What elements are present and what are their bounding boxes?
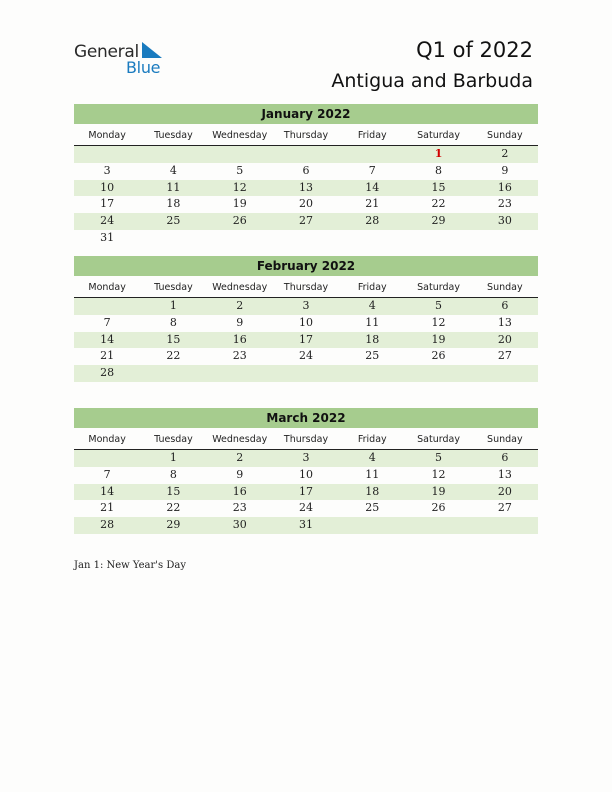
- day-cell: 3: [103, 163, 111, 177]
- week-row: [74, 298, 538, 315]
- day-cell: [207, 365, 273, 382]
- day-cell: 18: [166, 197, 181, 211]
- weekday-label: Thursday: [283, 282, 329, 293]
- day-cell: [472, 517, 538, 534]
- month-header: January 2022: [74, 104, 538, 124]
- day-cell: 15: [166, 484, 181, 498]
- day-cell: [405, 517, 471, 534]
- day-cell: 22: [166, 501, 181, 515]
- day-cell: 28: [100, 366, 115, 380]
- day-cell: 14: [100, 484, 115, 498]
- day-cell: 24: [298, 349, 313, 363]
- day-cell: [207, 146, 273, 163]
- day-cell: [140, 365, 206, 382]
- page-title: Q1 of 2022: [416, 38, 533, 62]
- day-cell: 26: [431, 501, 446, 515]
- day-cell: [207, 230, 273, 247]
- weekday-label: Monday: [88, 282, 126, 293]
- weekday-label: Saturday: [417, 130, 460, 141]
- day-cell: 17: [298, 332, 313, 346]
- day-cell: 19: [232, 197, 247, 211]
- day-cell: 16: [232, 484, 247, 498]
- week-row: [74, 450, 538, 467]
- day-cell: 13: [497, 467, 512, 481]
- day-cell: 2: [501, 147, 509, 160]
- day-cell: 18: [365, 484, 380, 498]
- month-calendar-march: [74, 408, 538, 534]
- week-row: [74, 163, 538, 180]
- day-cell: 9: [236, 467, 244, 481]
- day-cell: [140, 230, 206, 247]
- day-cell: 31: [100, 230, 115, 244]
- weekday-header-row: [74, 281, 538, 298]
- day-cell: [339, 146, 405, 163]
- day-cell: 24: [298, 501, 313, 515]
- day-cell: 27: [298, 214, 313, 228]
- month-calendar-february: [74, 256, 538, 382]
- weekday-label: Thursday: [283, 434, 329, 445]
- day-cell: 1: [169, 299, 177, 312]
- day-cell: 5: [435, 299, 443, 312]
- day-cell: 10: [298, 315, 313, 329]
- day-cell: 15: [431, 180, 446, 194]
- weekday-label: Friday: [357, 434, 387, 445]
- week-row: [74, 230, 538, 247]
- day-cell: 21: [100, 501, 115, 515]
- day-cell: 2: [236, 299, 244, 312]
- day-cell: 10: [298, 467, 313, 481]
- day-cell: 3: [302, 451, 310, 464]
- day-cell: 4: [368, 451, 376, 464]
- logo-blue-text: Blue: [126, 58, 161, 77]
- week-row: [74, 146, 538, 163]
- day-cell: 6: [501, 299, 509, 312]
- day-cell: 28: [365, 214, 380, 228]
- day-cell: 16: [232, 332, 247, 346]
- week-row: [74, 180, 538, 197]
- logo-general-text: General: [74, 42, 139, 62]
- day-cell: 8: [435, 163, 443, 177]
- day-cell: 24: [100, 214, 115, 228]
- week-row: [74, 196, 538, 213]
- day-cell: 7: [103, 315, 111, 329]
- day-cell: 13: [497, 315, 512, 329]
- day-cell: 7: [103, 467, 111, 481]
- week-row: [74, 484, 538, 501]
- day-cell: 29: [431, 214, 446, 228]
- day-cell: 26: [232, 214, 247, 228]
- weekday-label: Tuesday: [154, 130, 193, 141]
- day-cell: 23: [232, 349, 247, 363]
- page-subtitle: Antigua and Barbuda: [331, 70, 533, 92]
- logo-triangle-icon: [142, 42, 164, 58]
- day-cell: [405, 365, 471, 382]
- day-cell: 9: [501, 163, 509, 177]
- day-cell: 19: [431, 332, 446, 346]
- week-row: [74, 213, 538, 230]
- day-cell: 21: [365, 197, 380, 211]
- day-cell: [472, 230, 538, 247]
- day-cell: 30: [497, 214, 512, 228]
- day-cell: 4: [169, 163, 177, 177]
- day-cell: 14: [365, 180, 380, 194]
- day-cell: 5: [236, 163, 244, 177]
- day-cell: 9: [236, 315, 244, 329]
- week-row: [74, 500, 538, 517]
- weekday-label: Monday: [88, 434, 126, 445]
- weekday-header-row: [74, 433, 538, 450]
- day-cell: 12: [431, 467, 446, 481]
- day-cell: 20: [298, 197, 313, 211]
- day-cell: 16: [497, 180, 512, 194]
- day-cell: 6: [302, 163, 310, 177]
- weekday-label: Wednesday: [212, 434, 268, 445]
- day-cell: 12: [232, 180, 247, 194]
- day-cell: 4: [368, 299, 376, 312]
- month-header: February 2022: [74, 256, 538, 276]
- day-cell: 8: [169, 467, 177, 481]
- day-cell: 1: [169, 451, 177, 464]
- day-cell: 6: [501, 451, 509, 464]
- day-cell: 25: [166, 214, 181, 228]
- day-cell: 8: [169, 315, 177, 329]
- week-row: [74, 517, 538, 534]
- day-cell: [405, 230, 471, 247]
- day-cell: 27: [497, 501, 512, 515]
- day-cell: 11: [365, 315, 380, 329]
- weekday-label: Friday: [357, 130, 387, 141]
- month-header: March 2022: [74, 408, 538, 428]
- weekday-label: Sunday: [487, 130, 523, 141]
- weekday-label: Friday: [357, 282, 387, 293]
- day-cell: 11: [166, 180, 181, 194]
- day-cell: [339, 230, 405, 247]
- day-cell: [339, 517, 405, 534]
- day-cell: 12: [431, 315, 446, 329]
- weekday-label: Thursday: [283, 130, 329, 141]
- day-cell: 27: [497, 349, 512, 363]
- day-cell: 5: [435, 451, 443, 464]
- day-cell: 2: [236, 451, 244, 464]
- day-cell: 21: [100, 349, 115, 363]
- day-cell: 17: [100, 197, 115, 211]
- week-row: [74, 315, 538, 332]
- day-cell: 25: [365, 349, 380, 363]
- day-cell: 22: [431, 197, 446, 211]
- day-cell: [140, 146, 206, 163]
- day-cell: 23: [232, 501, 247, 515]
- day-cell: 19: [431, 484, 446, 498]
- day-cell: 29: [166, 518, 181, 532]
- weekday-label: Monday: [88, 130, 126, 141]
- day-cell: 23: [497, 197, 512, 211]
- day-cell: [273, 365, 339, 382]
- day-cell: 3: [302, 299, 310, 312]
- day-cell: [339, 365, 405, 382]
- day-cell: 20: [497, 484, 512, 498]
- month-calendar-january: [74, 104, 538, 247]
- weekday-header-row: [74, 129, 538, 146]
- weekday-label: Sunday: [487, 434, 523, 445]
- day-cell: 17: [298, 484, 313, 498]
- day-cell: [74, 298, 140, 315]
- weekday-label: Wednesday: [212, 282, 268, 293]
- day-cell: 13: [298, 180, 313, 194]
- day-cell: 26: [431, 349, 446, 363]
- day-cell: [273, 230, 339, 247]
- day-cell: [273, 146, 339, 163]
- day-cell: 1: [434, 147, 443, 160]
- week-row: [74, 332, 538, 349]
- day-cell: 7: [368, 163, 376, 177]
- day-cell: 30: [232, 518, 247, 532]
- day-cell: 20: [497, 332, 512, 346]
- day-cell: [472, 365, 538, 382]
- holiday-note: Jan 1: New Year's Day: [74, 560, 186, 571]
- weekday-label: Wednesday: [212, 130, 268, 141]
- weekday-label: Tuesday: [154, 282, 193, 293]
- day-cell: 14: [100, 332, 115, 346]
- day-cell: [74, 146, 140, 163]
- day-cell: [74, 450, 140, 467]
- day-cell: 11: [365, 467, 380, 481]
- day-cell: 18: [365, 332, 380, 346]
- day-cell: 28: [100, 518, 115, 532]
- day-cell: 15: [166, 332, 181, 346]
- day-cell: 22: [166, 349, 181, 363]
- day-cell: 25: [365, 501, 380, 515]
- weekday-label: Saturday: [417, 282, 460, 293]
- week-row: [74, 348, 538, 365]
- day-cell: 10: [100, 180, 115, 194]
- weekday-label: Tuesday: [154, 434, 193, 445]
- weekday-label: Saturday: [417, 434, 460, 445]
- week-row: [74, 467, 538, 484]
- week-row: [74, 365, 538, 382]
- weekday-label: Sunday: [487, 282, 523, 293]
- logo: [74, 42, 174, 78]
- day-cell: 31: [298, 518, 313, 532]
